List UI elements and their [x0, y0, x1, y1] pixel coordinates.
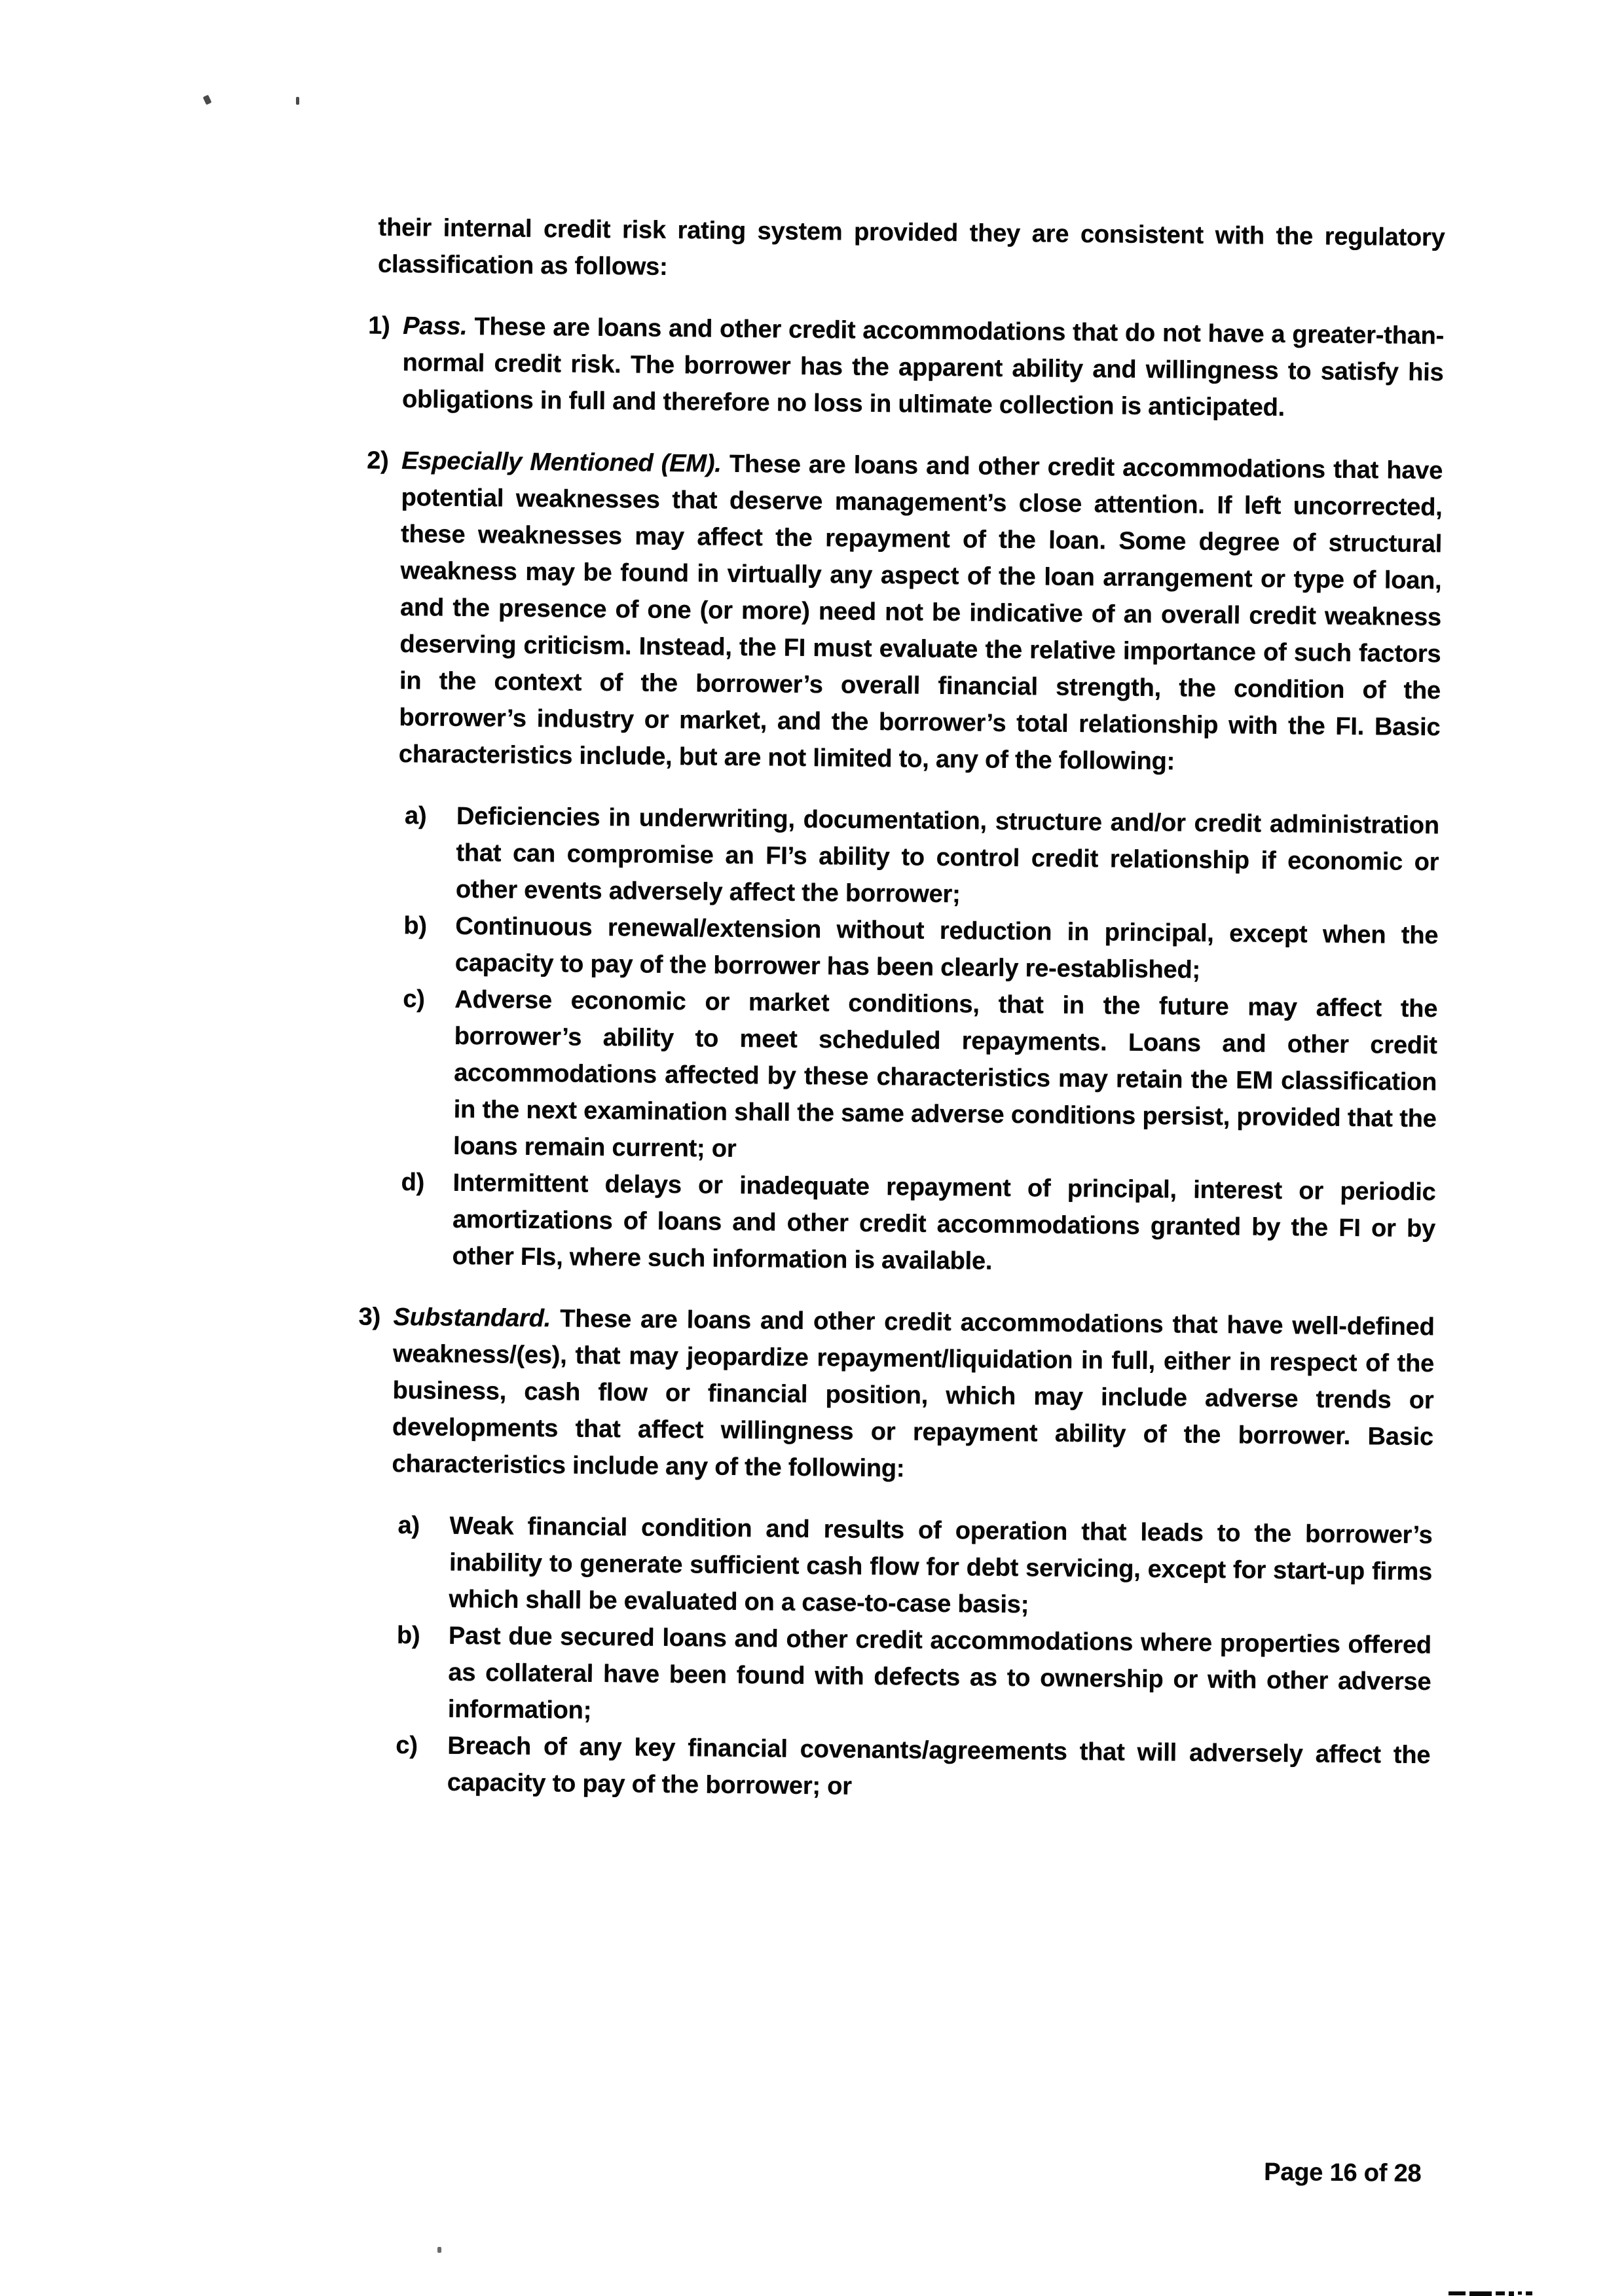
sublist-item	[404, 797, 1440, 917]
sublist-marker: a)	[397, 1512, 420, 1540]
list-item-pass	[367, 308, 1445, 428]
scan-artifact-fragment	[1496, 2291, 1505, 2295]
list-item-especially-mentioned	[359, 443, 1443, 1285]
sublist-item	[397, 1507, 1433, 1627]
scan-artifact-fragment	[1518, 2291, 1522, 2295]
sublist-item-text: Adverse economic or market conditions, that in the future may affect the borrower’s ability to meet scheduled repayments. Loans and other credit accommodations affected by these characteristics may retain the EM classification in the next examination shall the same adverse conditions persist, provided that the loans remain current; or	[452, 985, 1438, 1163]
scan-artifact-fragment	[1469, 2291, 1492, 2296]
sublist-item-text: Breach of any key financial covenants/agreements that will adversely affect the capacity to pay of the borrower; or	[447, 1732, 1431, 1800]
list-marker: 2)	[367, 446, 389, 475]
sublist-marker: d)	[401, 1169, 425, 1197]
list-item-substandard	[354, 1298, 1435, 1810]
sublist-substandard-characteristics	[396, 1507, 1433, 1810]
item-text: These are loans and other credit accommodations that have well-defined weakness/(es), that may jeopardize repayment/liquidation in full, either in respect of the business, cash flow or financial position, which may include adverse trends or developments that affect willingness or repayment ability of the borrower. Basic characteristics include any of the following:	[392, 1305, 1435, 1483]
sublist-item-text: Deficiencies in underwriting, documentation, structure and/or credit administration that can compromise an FI’s ability to control credit relationship if economic or other events adversely affect the borrower;	[455, 802, 1440, 909]
item-text: These are loans and other credit accommodations that do not have a greater-than-normal credit risk. The borrower has the apparent ability and willingness to satisfy his obligations in full and therefore no loss in ultimate collection is anticipated.	[401, 313, 1445, 422]
sublist-item	[401, 981, 1438, 1174]
sublist-item	[403, 907, 1439, 991]
sublist-item	[400, 1164, 1436, 1284]
sublist-marker: c)	[396, 1732, 418, 1760]
list-item-body	[394, 443, 1443, 1284]
scan-artifact	[1449, 2291, 1532, 2296]
page-number: Page 16 of 28	[1263, 2158, 1422, 2188]
scan-artifact-fragment	[1449, 2291, 1466, 2295]
sublist-item-text: Weak financial condition and results of operation that leads to the borrower’s inability to generate sufficient cash flow for debt servicing, except for start-up firms which shall be evaluated on a case-to-case basis;	[449, 1512, 1433, 1619]
sublist-marker: c)	[403, 985, 425, 1013]
sublist-item	[396, 1617, 1432, 1737]
intro-paragraph: their internal credit risk rating system provided they are consistent with the regulatory classification as follows:	[377, 213, 1445, 281]
sublist-item-text: Past due secured loans and other credit accommodations where properties offered as collateral have been found with defects as to ownership or with other adverse information;	[447, 1622, 1432, 1724]
list-marker: 3)	[358, 1303, 381, 1331]
sublist-marker: b)	[403, 912, 428, 940]
list-item-body	[402, 308, 1445, 428]
sublist-item-text: Continuous renewal/extension without reduction in principal, except when the capacity to pay of the borrower has been clearly re-established;	[454, 912, 1439, 984]
sublist-marker: b)	[396, 1622, 420, 1650]
item-lead-term: Especially Mentioned (EM).	[401, 447, 722, 478]
scan-artifact-fragment	[1509, 2291, 1514, 2296]
list-marker: 1)	[367, 312, 390, 340]
sublist-em-characteristics	[400, 797, 1439, 1284]
sublist-marker: a)	[404, 802, 427, 830]
sublist-item-text: Intermittent delays or inadequate repayment of principal, interest or periodic amortizations of loans and other credit accommodations granted by the FI or by other FIs, where such information is available.	[452, 1169, 1436, 1275]
page-content	[354, 210, 1445, 1811]
sublist-item	[396, 1727, 1431, 1810]
item-lead-term: Pass.	[402, 312, 468, 340]
list-item-body	[389, 1299, 1435, 1810]
scan-artifact-fragment	[1526, 2291, 1532, 2295]
item-text: These are loans and other credit accommodations that have potential weaknesses that deserve management’s close attention. If left uncorrected, these weaknesses may affect the repayment of the loan. Some degree of structural weakness may be found in virtually any aspect of the loan arrangement or type of loan, and the presence of one (or more) need not be indicative of an overall credit weakness deserving criticism. Instead, the FI must evaluate the relative importance of such factors in the context of the borrower’s overall financial strength, the condition of the borrower’s industry or market, and the borrower’s total relationship with the FI. Basic characteristics include, but are not limited to, any of the following:	[398, 450, 1443, 776]
item-lead-term: Substandard.	[393, 1303, 551, 1333]
